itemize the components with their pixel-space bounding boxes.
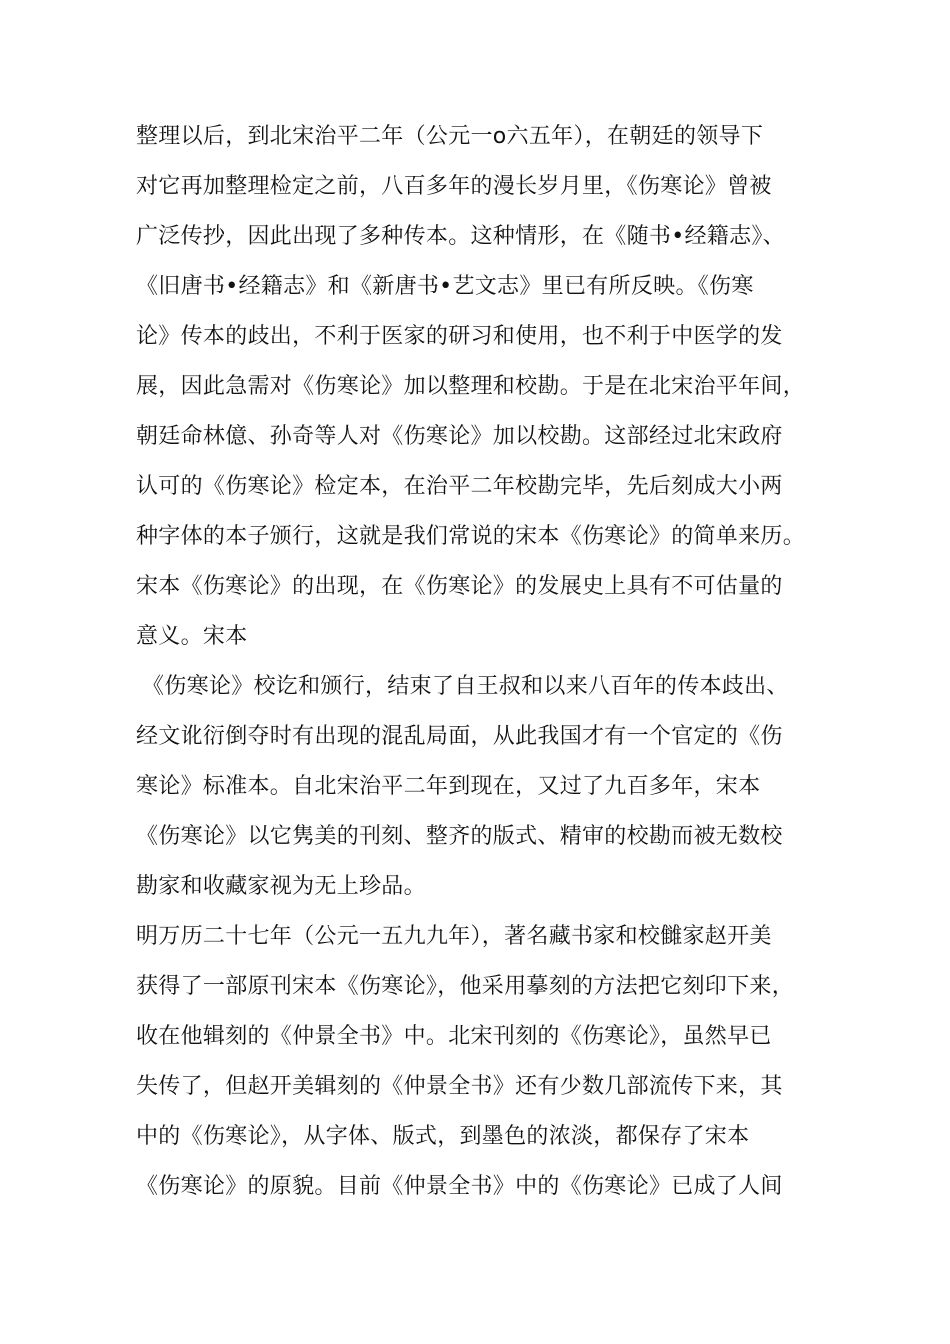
text-line: 对它再加整理检定之前，八百多年的漫长岁月里，《伤寒论》曾被 bbox=[136, 174, 772, 199]
text-line: 明万历二十七年（公元一五九九年），著名藏书家和校雠家赵开美 bbox=[136, 924, 772, 949]
text-line: 论》传本的歧出，不利于医家的研习和使用，也不利于中医学的发 bbox=[136, 324, 783, 349]
text-line: 收在他辑刻的《仲景全书》中。北宋刊刻的《伤寒论》，虽然早已 bbox=[136, 1024, 772, 1049]
text-line: 勘家和收藏家视为无上珍品。 bbox=[136, 874, 426, 899]
text-line: 《伤寒论》校讫和颁行，结束了自王叔和以来八百年的传本歧出、 bbox=[142, 674, 789, 699]
text-line: 广泛传抄，因此出现了多种传本。这种情形，在《随书•经籍志》、 bbox=[136, 224, 785, 249]
text-line: 《伤寒论》的原貌。目前《仲景全书》中的《伤寒论》已成了人间 bbox=[136, 1174, 783, 1199]
text-line: 朝廷命林億、孙奇等人对《伤寒论》加以校勘。这部经过北宋政府 bbox=[136, 424, 783, 449]
text-line: 意义。宋本 bbox=[136, 624, 248, 649]
text-line: 获得了一部原刊宋本《伤寒论》，他采用摹刻的方法把它刻印下来， bbox=[136, 974, 795, 999]
text-line: 经文讹衍倒夺时有出现的混乱局面，从此我国才有一个官定的《伤 bbox=[136, 724, 783, 749]
text-line: 《旧唐书•经籍志》和《新唐书•艺文志》里已有所反映。《伤寒 bbox=[136, 274, 754, 299]
text-line: 宋本《伤寒论》的出现，在《伤寒论》的发展史上具有不可估量的 bbox=[136, 574, 783, 599]
text-line: 失传了，但赵开美辑刻的《仲景全书》还有少数几部流传下来，其 bbox=[136, 1074, 783, 1099]
body-text bbox=[136, 112, 826, 1212]
text-line: 中的《伤寒论》，从字体、版式，到墨色的浓淡，都保存了宋本 bbox=[136, 1124, 750, 1149]
text-line: 种字体的本子颁行，这就是我们常说的宋本《伤寒论》的简单来历。 bbox=[136, 524, 806, 549]
text-line: 展，因此急需对《伤寒论》加以整理和校勘。于是在北宋治平年间， bbox=[136, 374, 806, 399]
text-line: 寒论》标准本。自北宋治平二年到现在，又过了九百多年，宋本 bbox=[136, 774, 761, 799]
text-line: 整理以后，到北宋治平二年（公元一o六五年），在朝廷的领导下 bbox=[136, 124, 764, 149]
text-line: 《伤寒论》以它隽美的刊刻、整齐的版式、精审的校勘而被无数校 bbox=[136, 824, 783, 849]
text-line: 认可的《伤寒论》检定本，在治平二年校勘完毕，先后刻成大小两 bbox=[136, 474, 783, 499]
